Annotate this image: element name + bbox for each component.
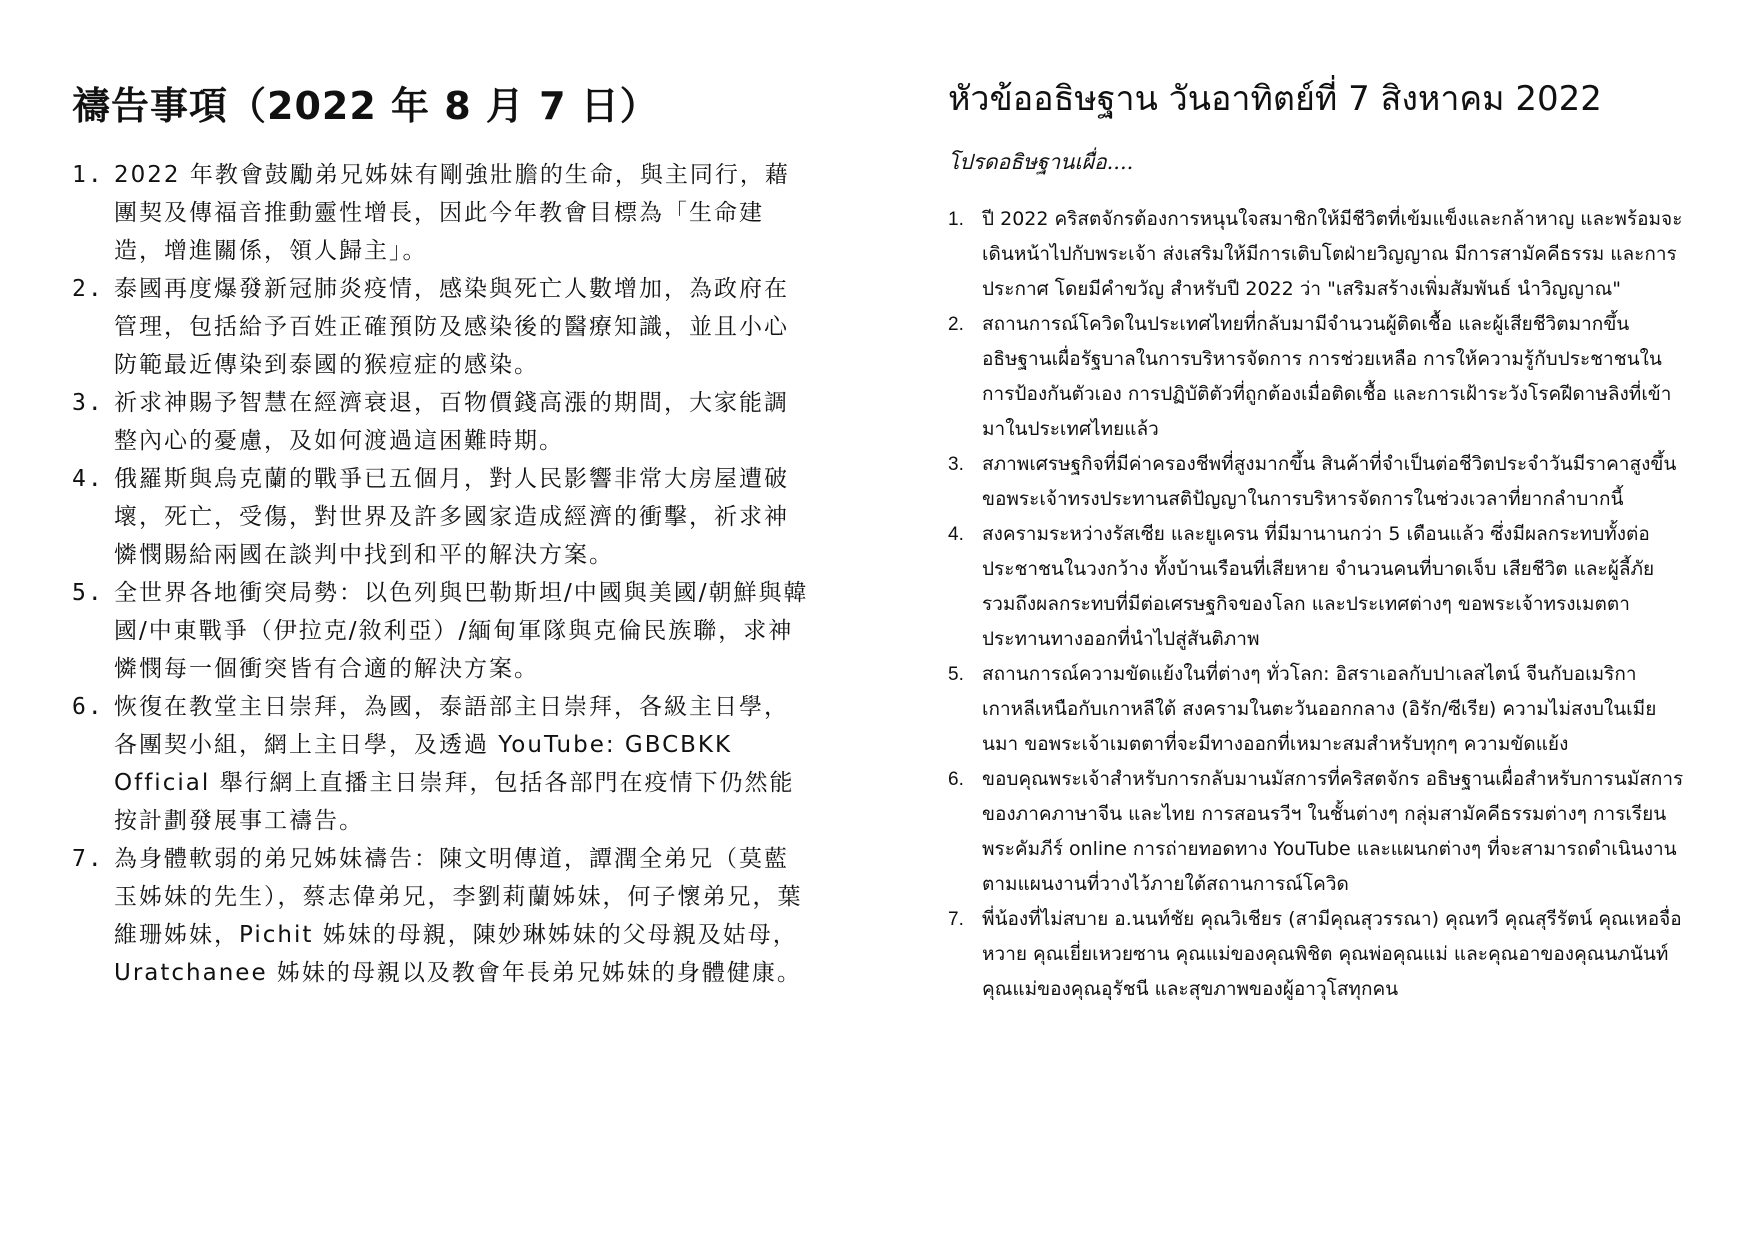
chinese-prayer-item [72,840,812,992]
item-text: สถานการณ์โควิดในประเทศไทยที่กลับมามีจำนวนผู้ติดเชื้อ และผู้เสียชีวิตมากขึ้น อธิษฐานเผื่อรัฐบาลในการบริหารจัดการ การช่วยเหลือ การให้ความรู้กับประชาชนในการป้องกันตัวเอง การปฏิบัติตัวที่ถูกต้องเมื่อติดเชื้อ และการเฝ้าระวังโรคฝีดาษลิงที่เข้ามาในประเทศไทยแล้ว [982,313,1672,440]
chinese-prayer-column [72,78,812,992]
item-text: 全世界各地衝突局勢：以色列與巴勒斯坦/中國與美國/朝鮮與韓國/中東戰爭（伊拉克/敘利亞）/緬甸軍隊與克倫民族聯，求神憐憫每一個衝突皆有合適的解決方案。 [114,580,809,682]
item-text: ขอบคุณพระเจ้าสำหรับการกลับมานมัสการที่คริสตจักร อธิษฐานเผื่อสำหรับการนมัสการของภาคภาษาจีน และไทย การสอนรวีฯ ในชั้นต่างๆ กลุ่มสามัคคีธรรมต่างๆ การเรียนพระคัมภีร์ online การถ่ายทอดทาง YouTube และแผนกต่างๆ ที่จะสามารถดำเนินงานตามแผนงานที่วางไว้ภายใต้สถานการณ์โควิด [982,768,1684,895]
item-text: ปี 2022 คริสตจักรต้องการหนุนใจสมาชิกให้มีชีวิตที่เข้มแข็งและกล้าหาญ และพร้อมจะเดินหน้าไปกับพระเจ้า ส่งเสริมให้มีการเติบโตฝ่ายวิญญาณ มีการสามัคคีธรรม และการประกาศ โดยมีคำขวัญ สำหรับปี 2022 ว่า "เสริมสร้างเพิ่มสัมพันธ์ นำวิญญาณ" [982,208,1683,300]
item-number: 7. [948,909,964,930]
thai-prayer-item [948,762,1688,902]
item-number: 5. [72,580,104,606]
chinese-prayer-item [72,688,812,840]
thai-prayer-item [948,447,1688,517]
thai-prayer-column [948,72,1688,1007]
item-text: 2022 年教會鼓勵弟兄姊妹有剛強壯膽的生命，與主同行，藉團契及傳福音推動靈性增長，因此今年教會目標為「生命建造，增進關係，領人歸主」。 [114,162,790,264]
item-number: 2. [72,276,104,302]
item-number: 1. [948,209,964,230]
item-number: 6. [948,769,964,790]
thai-prayer-list [948,202,1688,1007]
item-text: สถานการณ์ความขัดแย้งในที่ต่างๆ ทั่วโลก: อิสราเอลกับปาเลสไตน์ จีนกับอเมริกา เกาหลีเหนือกับเกาหลีใต้ สงครามในตะวันออกกลาง (อิรัก/ซีเรีย) ความไม่สงบในเมียนมา ขอพระเจ้าเมตตาที่จะมีทางออกที่เหมาะสมสำหรับทุกๆ ความขัดแย้ง [982,663,1657,755]
item-number: 1. [72,162,104,188]
chinese-title: 禱告事項（2022 年 8 月 7 日） [72,84,659,128]
item-number: 4. [948,524,964,545]
chinese-prayer-item [72,574,812,688]
item-number: 3. [948,454,964,475]
item-text: 俄羅斯與烏克蘭的戰爭已五個月，對人民影響非常大房屋遭破壞，死亡，受傷，對世界及許多國家造成經濟的衝擊，祈求神憐憫賜給兩國在談判中找到和平的解決方案。 [114,466,789,568]
item-text: 泰國再度爆發新冠肺炎疫情，感染與死亡人數增加，為政府在管理，包括給予百姓正確預防及感染後的醫療知識，並且小心防範最近傳染到泰國的猴痘症的感染。 [114,276,789,378]
item-number: 7. [72,846,104,872]
thai-subtitle: โปรดอธิษฐานเผื่อ.... [948,150,1134,174]
item-text: พี่น้องที่ไม่สบาย อ.นนท์ชัย คุณวิเชียร (สามีคุณสุวรรณา) คุณทวี คุณสุรีรัตน์ คุณเหอจื่อหวาย คุณเยี่ยเหวยซาน คุณแม่ของคุณพิชิต คุณพ่อคุณแม่ และคุณอาของคุณนภนันท์ คุณแม่ของคุณอุรัชนี และสุขภาพของผู้อาวุโสทุกคน [982,908,1682,1000]
thai-title: หัวข้ออธิษฐาน วันอาทิตย์ที่ 7 สิงหาคม 2022 [948,79,1602,119]
item-text: สภาพเศรษฐกิจที่มีค่าครองชีพที่สูงมากขึ้น สินค้าที่จำเป็นต่อชีวิตประจำวันมีราคาสูงขึ้น ขอพระเจ้าทรงประทานสติปัญญาในการบริหารจัดการในช่วงเวลาที่ยากลำบากนี้ [982,453,1677,510]
item-number: 5. [948,664,964,685]
thai-prayer-item [948,517,1688,657]
item-text: 為身體軟弱的弟兄姊妹禱告：陳文明傳道，譚潤全弟兄（莫藍玉姊妹的先生），蔡志偉弟兄，李劉莉蘭姊妹，何子懷弟兄，葉維珊姊妹，Pichit 姊妹的母親，陳妙琳姊妹的父母親及姑母，Uratchanee 姊妹的母親以及教會年長弟兄姊妹的身體健康。 [114,846,803,986]
item-text: สงครามระหว่างรัสเซีย และยูเครน ที่มีมานานกว่า 5 เดือนแล้ว ซึ่งมีผลกระทบทั้งต่อประชาชนในวงกว้าง ทั้งบ้านเรือนที่เสียหาย จำนวนคนที่บาดเจ็บ เสียชีวิต และผู้ลี้ภัย รวมถึงผลกระทบที่มีต่อเศรษฐกิจของโลก และประเทศต่างๆ ขอพระเจ้าทรงเมตตา ประทานทางออกที่นำไปสู่สันติภาพ [982,523,1655,650]
item-number: 4. [72,466,104,492]
thai-prayer-item [948,307,1688,447]
item-number: 3. [72,390,104,416]
item-number: 6. [72,694,104,720]
chinese-prayer-item [72,460,812,574]
thai-prayer-item [948,657,1688,762]
chinese-prayer-list [72,156,812,992]
thai-prayer-item [948,202,1688,307]
item-text: 祈求神賜予智慧在經濟衰退，百物價錢高漲的期間，大家能調整內心的憂慮，及如何渡過這困難時期。 [114,390,789,454]
chinese-prayer-item [72,270,812,384]
item-text: 恢復在教堂主日崇拜，為國，泰語部主日崇拜，各級主日學，各團契小組，網上主日學，及透過 YouTube: GBCBKK Official 舉行網上直播主日崇拜，包括各部門在疫情下仍然能按計劃發展事工禱告。 [114,694,795,834]
thai-prayer-item [948,902,1688,1007]
chinese-prayer-item [72,156,812,270]
item-number: 2. [948,314,964,335]
chinese-prayer-item [72,384,812,460]
